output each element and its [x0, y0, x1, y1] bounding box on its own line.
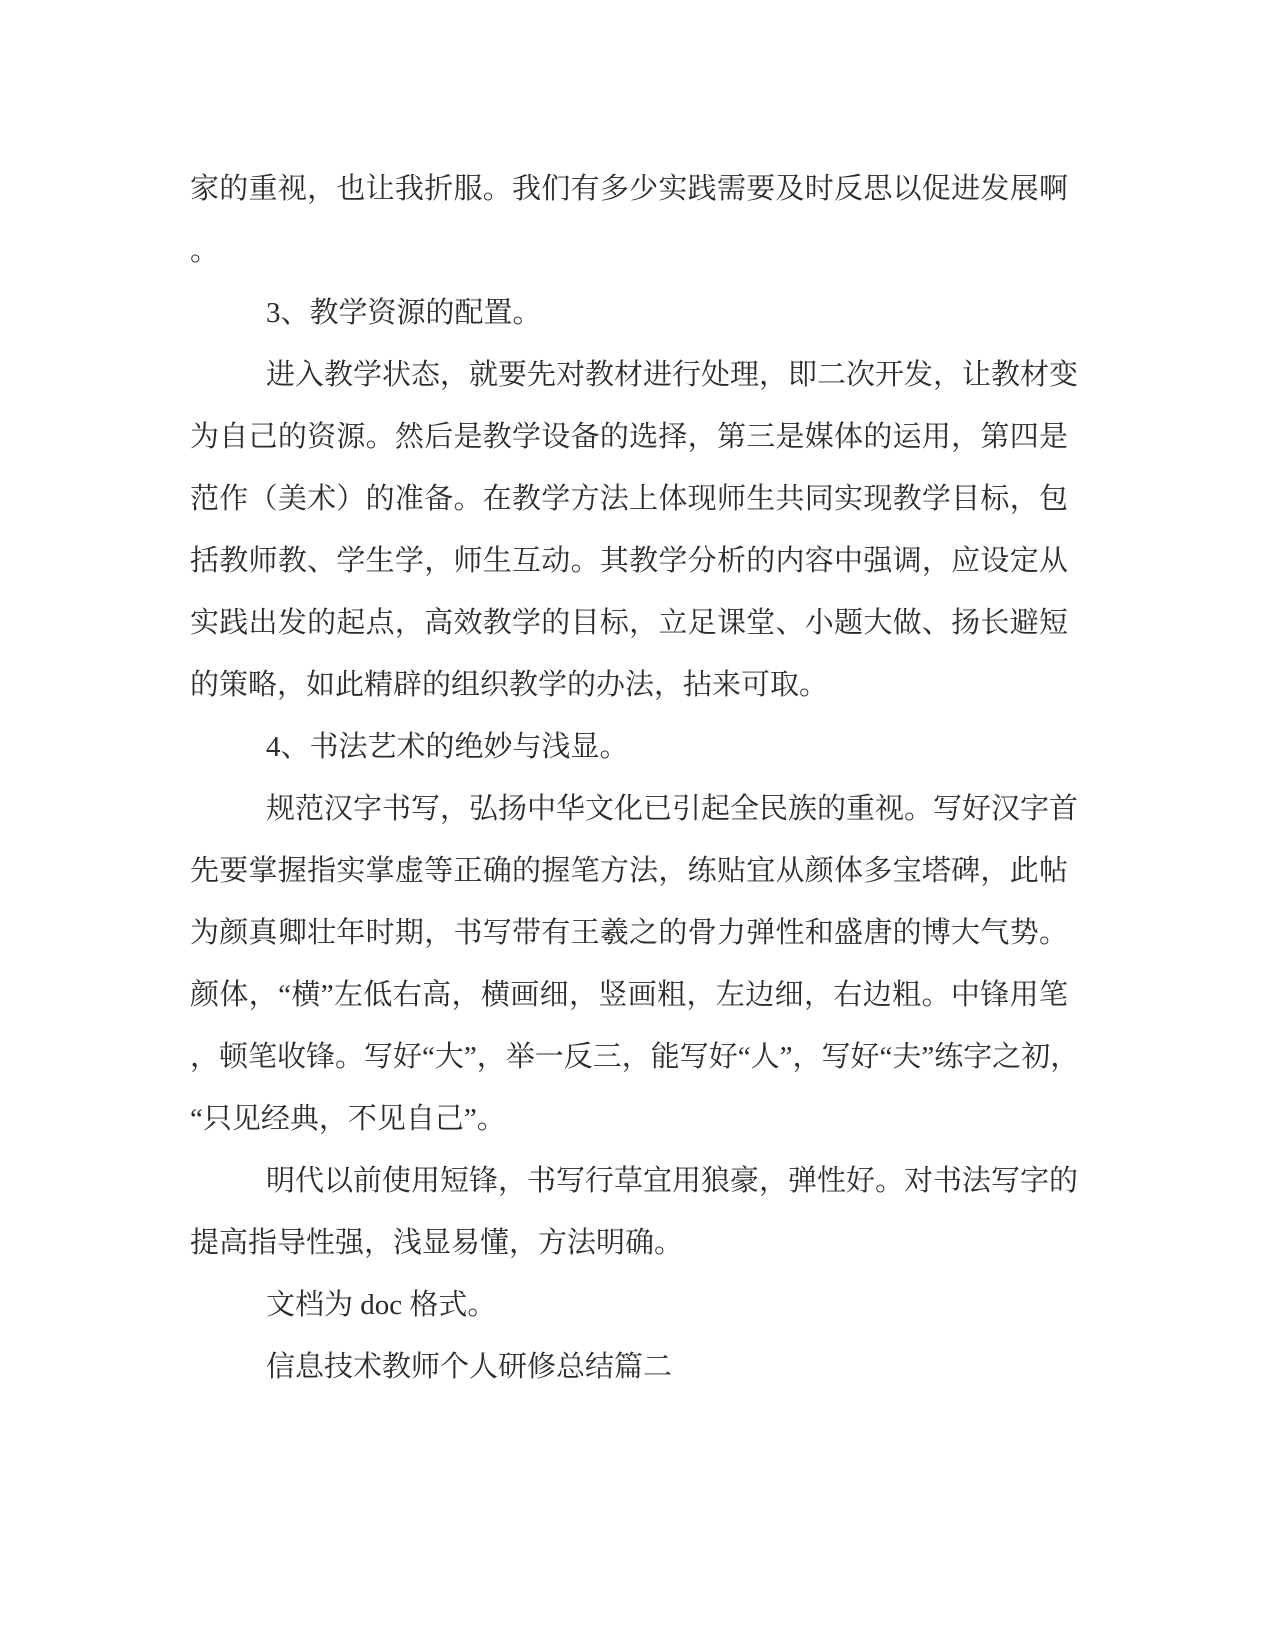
text-line-section-title: 信息技术教师个人研修总结篇二 — [266, 1351, 673, 1383]
text-line: 颜体，“横”左低右高，横画细，竖画粗，左边细，右边粗。中锋用笔 — [190, 979, 1068, 1011]
text-line: 的策略，如此精辟的组织教学的办法，拈来可取。 — [190, 669, 829, 701]
text-line: 为自己的资源。然后是教学设备的选择，第三是媒体的运用，第四是 — [190, 421, 1068, 453]
text-line: 明代以前使用短锋，书写行草宜用狼豪，弹性好。对书法写字的 — [266, 1165, 1079, 1197]
text-line: 家的重视，也让我折服。我们有多少实践需要及时反思以促进发展啊 — [190, 173, 1068, 205]
text-line-heading-3: 3、教学资源的配置。 — [266, 297, 542, 329]
text-line: 实践出发的起点，高效教学的目标，立足课堂、小题大做、扬长避短 — [190, 607, 1068, 639]
text-line: 括教师教、学生学，师生互动。其教学分析的内容中强调，应设定从 — [190, 545, 1068, 577]
text-line: 范作（美术）的准备。在教学方法上体现师生共同实现教学目标，包 — [190, 483, 1068, 515]
text-line: 进入教学状态，就要先对教材进行处理，即二次开发，让教材变 — [266, 359, 1079, 391]
text-line: 为颜真卿壮年时期，书写带有王羲之的骨力弹性和盛唐的博大气势。 — [190, 917, 1068, 949]
text-line: ，顿笔收锋。写好“大”，举一反三，能写好“人”，写好“夫”练字之初， — [190, 1041, 1080, 1073]
text-line: “只见经典，不见自己”。 — [190, 1103, 506, 1135]
text-line: 提高指导性强，浅显易懂，方法明确。 — [190, 1227, 684, 1259]
text-line: 。 — [190, 235, 220, 267]
text-line: 先要掌握指实掌虚等正确的握笔方法，练贴宜从颜体多宝塔碑，此帖 — [190, 855, 1068, 887]
text-line-heading-4: 4、书法艺术的绝妙与浅显。 — [266, 731, 629, 763]
text-line: 规范汉字书写，弘扬中华文化已引起全民族的重视。写好汉字首 — [266, 793, 1079, 825]
text-line-doc-format-note: 文档为 doc 格式。 — [266, 1289, 497, 1321]
